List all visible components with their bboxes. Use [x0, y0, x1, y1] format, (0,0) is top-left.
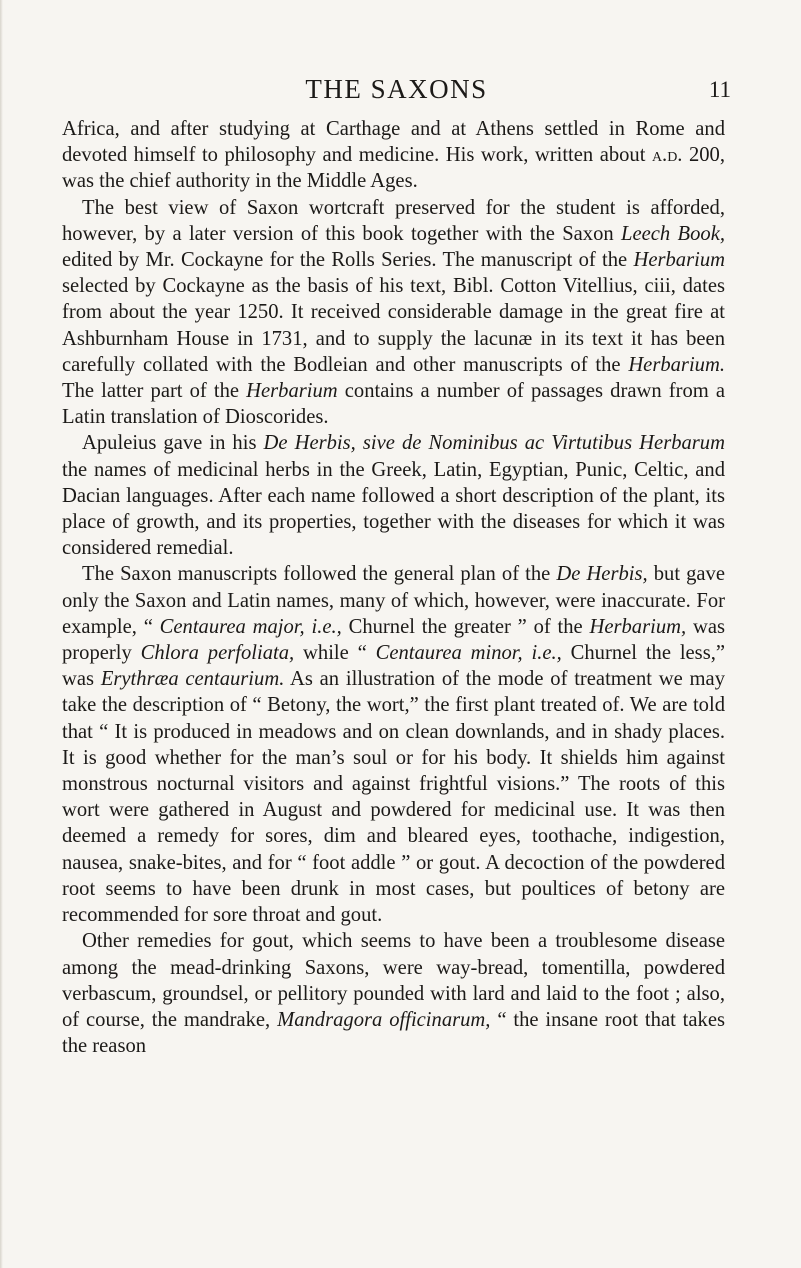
body-text: [62, 116, 725, 1059]
page-number: 11: [708, 77, 731, 102]
italic-text: Mandragora officinarum,: [277, 1008, 491, 1031]
paragraph-text: Other remedies for gout, which seems to have been a troublesome disease among the mead-drinking Saxons, were way-bread, tomentilla, powdered verbascum, groundsel, or pellitory pounded with lard and laid to the foot ; also, of course, the mandrake,: [62, 930, 725, 1031]
running-title: THE SAXONS: [305, 74, 488, 104]
paragraph-text: while “: [294, 642, 376, 665]
italic-text: Erythræa centaurium.: [100, 668, 285, 691]
italic-text: Centaurea minor, i.e.,: [375, 642, 562, 665]
small-caps-text: a.d.: [651, 144, 683, 167]
running-header: [62, 74, 731, 108]
paragraph-text: Apuleius gave in his: [82, 432, 264, 455]
paragraph-text: The Saxon manuscripts followed the general plan of the: [82, 563, 557, 586]
paragraph-text: The best view of Saxon wortcraft preserved for the student is afforded, however, by a later version of this book together with the Saxon: [62, 196, 725, 245]
italic-text: Herbarium: [633, 249, 725, 272]
paragraph-text: selected by Cockayne as the basis of his text, Bibl. Cotton Vitellius, ciii, dates from about the year 1250. It received considerable damage in the great fire at Ashburnham House in 1731, and to supply the lacunæ in its text it has been carefully collated with the Bodleian and other manuscripts of the: [62, 275, 725, 376]
paragraph: [62, 430, 725, 561]
italic-text: Chlora perfoliata,: [140, 642, 295, 665]
paragraph-text: but gave only the Saxon and Latin names, many of which, however, were inaccurate. For example, “: [62, 563, 725, 638]
paragraph-text: contains a number of passages drawn from a Latin translation of Dioscorides.: [62, 380, 725, 429]
paragraph-text: the names of medicinal herbs in the Greek, Latin, Egyptian, Punic, Celtic, and Dacian languages. After each name followed a short description of the plant, its place of growth, and its properties, together with the diseases for which it was considered remedial.: [62, 458, 725, 560]
paragraph-text: As an illustration of the mode of treatment we may take the description of “ Betony, the wort,” the first plant treated of. We are told that “ It is produced in meadows and on clean downlands, and in shady places. It is good whether for the man’s soul or for his body. It shields him against monstrous nocturnal visitors and against frightful visions.” The roots of this wort were gathered in August and powdered for medicinal use. It was then deemed a remedy for sores, dim and bleared eyes, toothache, indigestion, nausea, snake-bites, and for “ foot addle ” or gout. A decoction of the powdered root seems to have been drunk in most cases, but poultices of betony are recommended for sore throat and gout.: [62, 668, 725, 927]
paragraph-text: Churnel the greater ” of the: [341, 615, 590, 638]
italic-text: Herbarium: [246, 380, 338, 403]
italic-text: Leech Book,: [621, 222, 725, 245]
page-binding-edge: [0, 0, 3, 1268]
paragraph-text: Churnel the less,” was: [62, 642, 725, 691]
paragraph-text: Africa, and after studying at Carthage and at Athens settled in Rome and devoted himself to philosophy and medicine. His work, written about: [62, 118, 725, 167]
paragraph-text: edited by Mr. Cockayne for the Rolls Series. The manuscript of the: [62, 249, 634, 272]
paragraph-text: 200, was the chief authority in the Middle Ages.: [62, 144, 725, 193]
paragraph-text: was properly: [62, 615, 725, 665]
italic-text: Centaurea major, i.e.,: [159, 615, 342, 638]
paragraph: [62, 561, 725, 928]
italic-text: De Herbis,: [556, 563, 648, 586]
paragraph-text: The latter part of the: [62, 380, 247, 403]
italic-text: De Herbis, sive de Nominibus ac Virtutibus Herbarum: [263, 432, 725, 455]
paragraph: [62, 195, 725, 431]
paragraph-text: “ the insane root that takes the reason: [62, 1008, 725, 1058]
paragraph: [62, 116, 725, 195]
italic-text: Herbarium,: [589, 615, 687, 638]
paragraph: [62, 928, 725, 1059]
italic-text: Herbarium.: [628, 353, 725, 376]
